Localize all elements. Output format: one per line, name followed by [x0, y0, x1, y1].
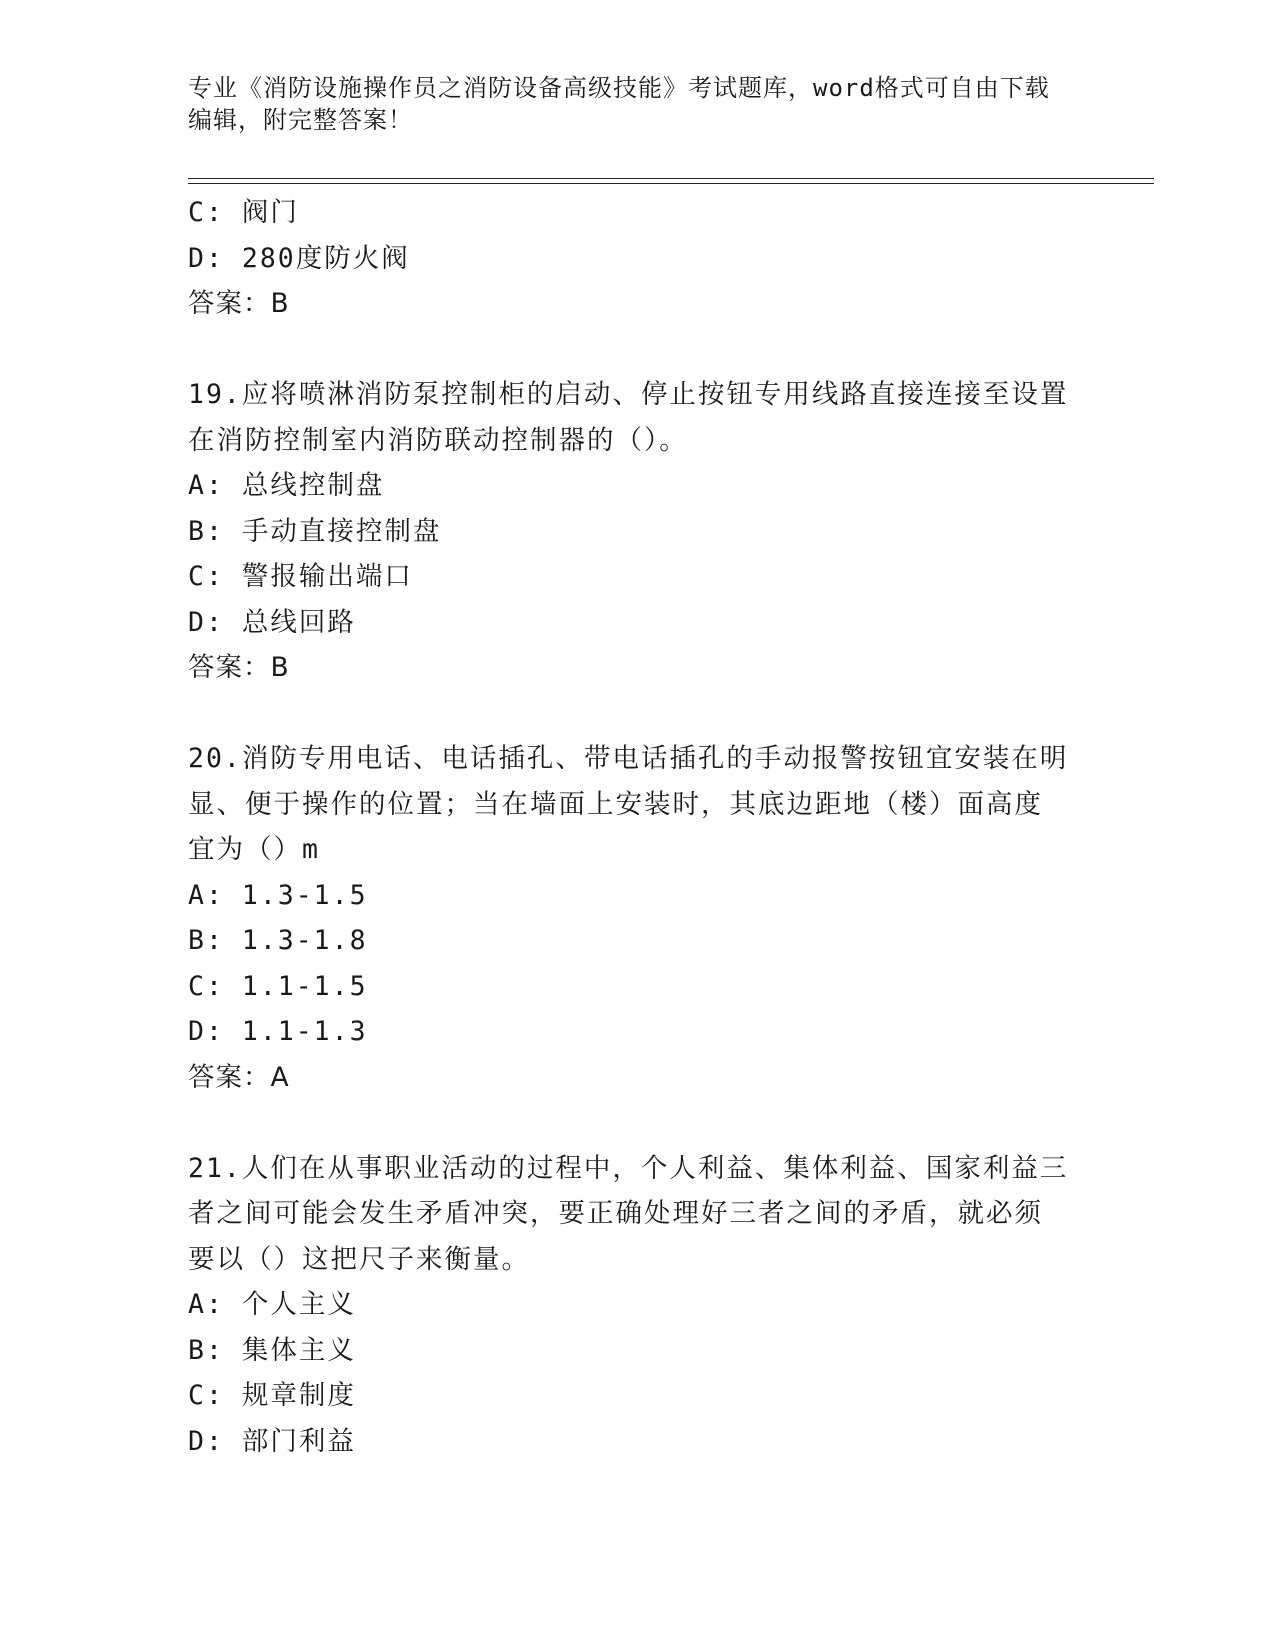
- option-a: A: 总线控制盘: [188, 470, 385, 501]
- question-text-line: 宜为（）m: [188, 834, 320, 865]
- answer-label: 答案：B: [188, 652, 290, 683]
- question-text-line: 者之间可能会发生矛盾冲突，要正确处理好三者之间的矛盾，就必须: [188, 1198, 1043, 1229]
- option-b: B: 1.3-1.8: [188, 925, 368, 956]
- spacer: [188, 691, 1088, 737]
- option-d: D: 1.1-1.3: [188, 1016, 368, 1047]
- spacer: [188, 1100, 1088, 1146]
- question-21: [188, 1146, 1088, 1465]
- option-a: A: 1.3-1.5: [188, 879, 368, 911]
- option-c: C: 阀门: [188, 197, 299, 228]
- question-text-line: 21.人们在从事职业活动的过程中，个人利益、集体利益、国家利益三: [188, 1152, 1069, 1184]
- spacer: [188, 327, 1088, 373]
- option-d: D: 总线回路: [188, 606, 356, 638]
- option-a: A: 个人主义: [188, 1289, 356, 1320]
- option-b: B: 集体主义: [188, 1334, 356, 1366]
- document-header: 专业《消防设施操作员之消防设备高级技能》考试题库，word格式可自由下载编辑，附完整答案！: [188, 74, 1050, 134]
- option-c: C: 1.1-1.5: [188, 970, 368, 1002]
- option-c: C: 规章制度: [188, 1380, 356, 1411]
- question-19: [188, 372, 1088, 691]
- option-b: B: 手动直接控制盘: [188, 515, 442, 547]
- question-content: [188, 190, 1088, 1464]
- answer-label: 答案：A: [188, 1061, 290, 1093]
- question-text-line: 20.消防专用电话、电话插孔、带电话插孔的手动报警按钮宜安装在明: [188, 743, 1069, 774]
- question-text-line: 显、便于操作的位置；当在墙面上安装时，其底边距地（楼）面高度: [188, 788, 1043, 820]
- option-d: D: 部门利益: [188, 1425, 356, 1457]
- answer-label: 答案：B: [188, 288, 290, 319]
- question-20: [188, 736, 1088, 1100]
- previous-question-tail: [188, 190, 1088, 327]
- header-divider-top: [188, 178, 1154, 179]
- option-d: D: 280度防火阀: [188, 242, 410, 274]
- option-c: C: 警报输出端口: [188, 561, 413, 592]
- header-divider-bottom: [188, 183, 1154, 184]
- question-text-line: 要以（）这把尺子来衡量。: [188, 1243, 530, 1275]
- question-text-line: 在消防控制室内消防联动控制器的（）。: [188, 424, 688, 456]
- question-text-line: 19.应将喷淋消防泵控制柜的启动、停止按钮专用线路直接连接至设置: [188, 379, 1069, 410]
